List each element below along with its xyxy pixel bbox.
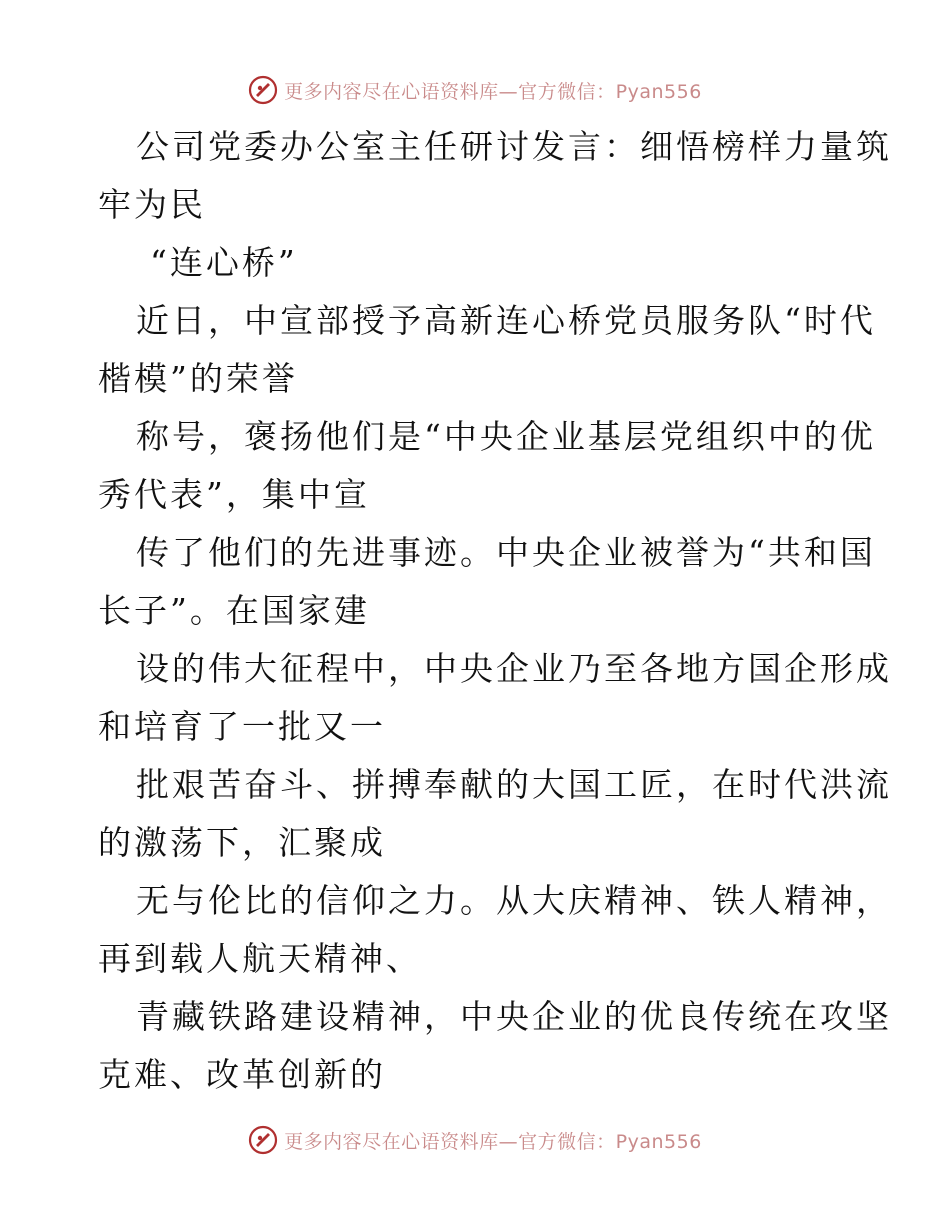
paragraph-line: “连心桥”	[150, 243, 298, 282]
paragraph-line: 公司党委办公室主任研讨发言：细悟榜样力量筑	[136, 127, 892, 166]
paragraph-line: 设的伟大征程中，中央企业乃至各地方国企形成	[136, 649, 892, 688]
logo-icon	[248, 1125, 278, 1155]
header-banner-text: 更多内容尽在心语资料库—官方微信：Pyan556	[284, 80, 702, 103]
paragraph-line: 楷模”的荣誉	[98, 359, 298, 398]
paragraph-line: 称号，褒扬他们是“中央企业基层党组织中的优	[136, 417, 876, 456]
paragraph-line: 牢为民	[98, 185, 206, 224]
paragraph-line: 批艰苦奋斗、拼搏奉献的大国工匠，在时代洪流	[136, 765, 892, 804]
paragraph-line: 克难、改革创新的	[98, 1055, 386, 1094]
paragraph-line: 和培育了一批又一	[98, 707, 386, 746]
paragraph-line: 传了他们的先进事迹。中央企业被誉为“共和国	[136, 533, 876, 572]
paragraph-line: 长子”。在国家建	[98, 591, 370, 630]
document-body	[98, 118, 892, 1104]
paragraph-line: 无与伦比的信仰之力。从大庆精神、铁人精神，	[136, 881, 892, 920]
paragraph-line: 秀代表”，集中宣	[98, 475, 370, 514]
paragraph-line: 近日，中宣部授予高新连心桥党员服务队“时代	[136, 301, 876, 340]
footer-banner-text: 更多内容尽在心语资料库—官方微信：Pyan556	[284, 1130, 702, 1153]
paragraph-line: 的激荡下，汇聚成	[98, 823, 386, 862]
paragraph-line: 青藏铁路建设精神，中央企业的优良传统在攻坚	[136, 997, 892, 1036]
paragraph-line: 再到载人航天精神、	[98, 939, 422, 978]
header-banner	[0, 68, 950, 112]
footer-banner	[0, 1118, 950, 1162]
logo-icon	[248, 75, 278, 105]
